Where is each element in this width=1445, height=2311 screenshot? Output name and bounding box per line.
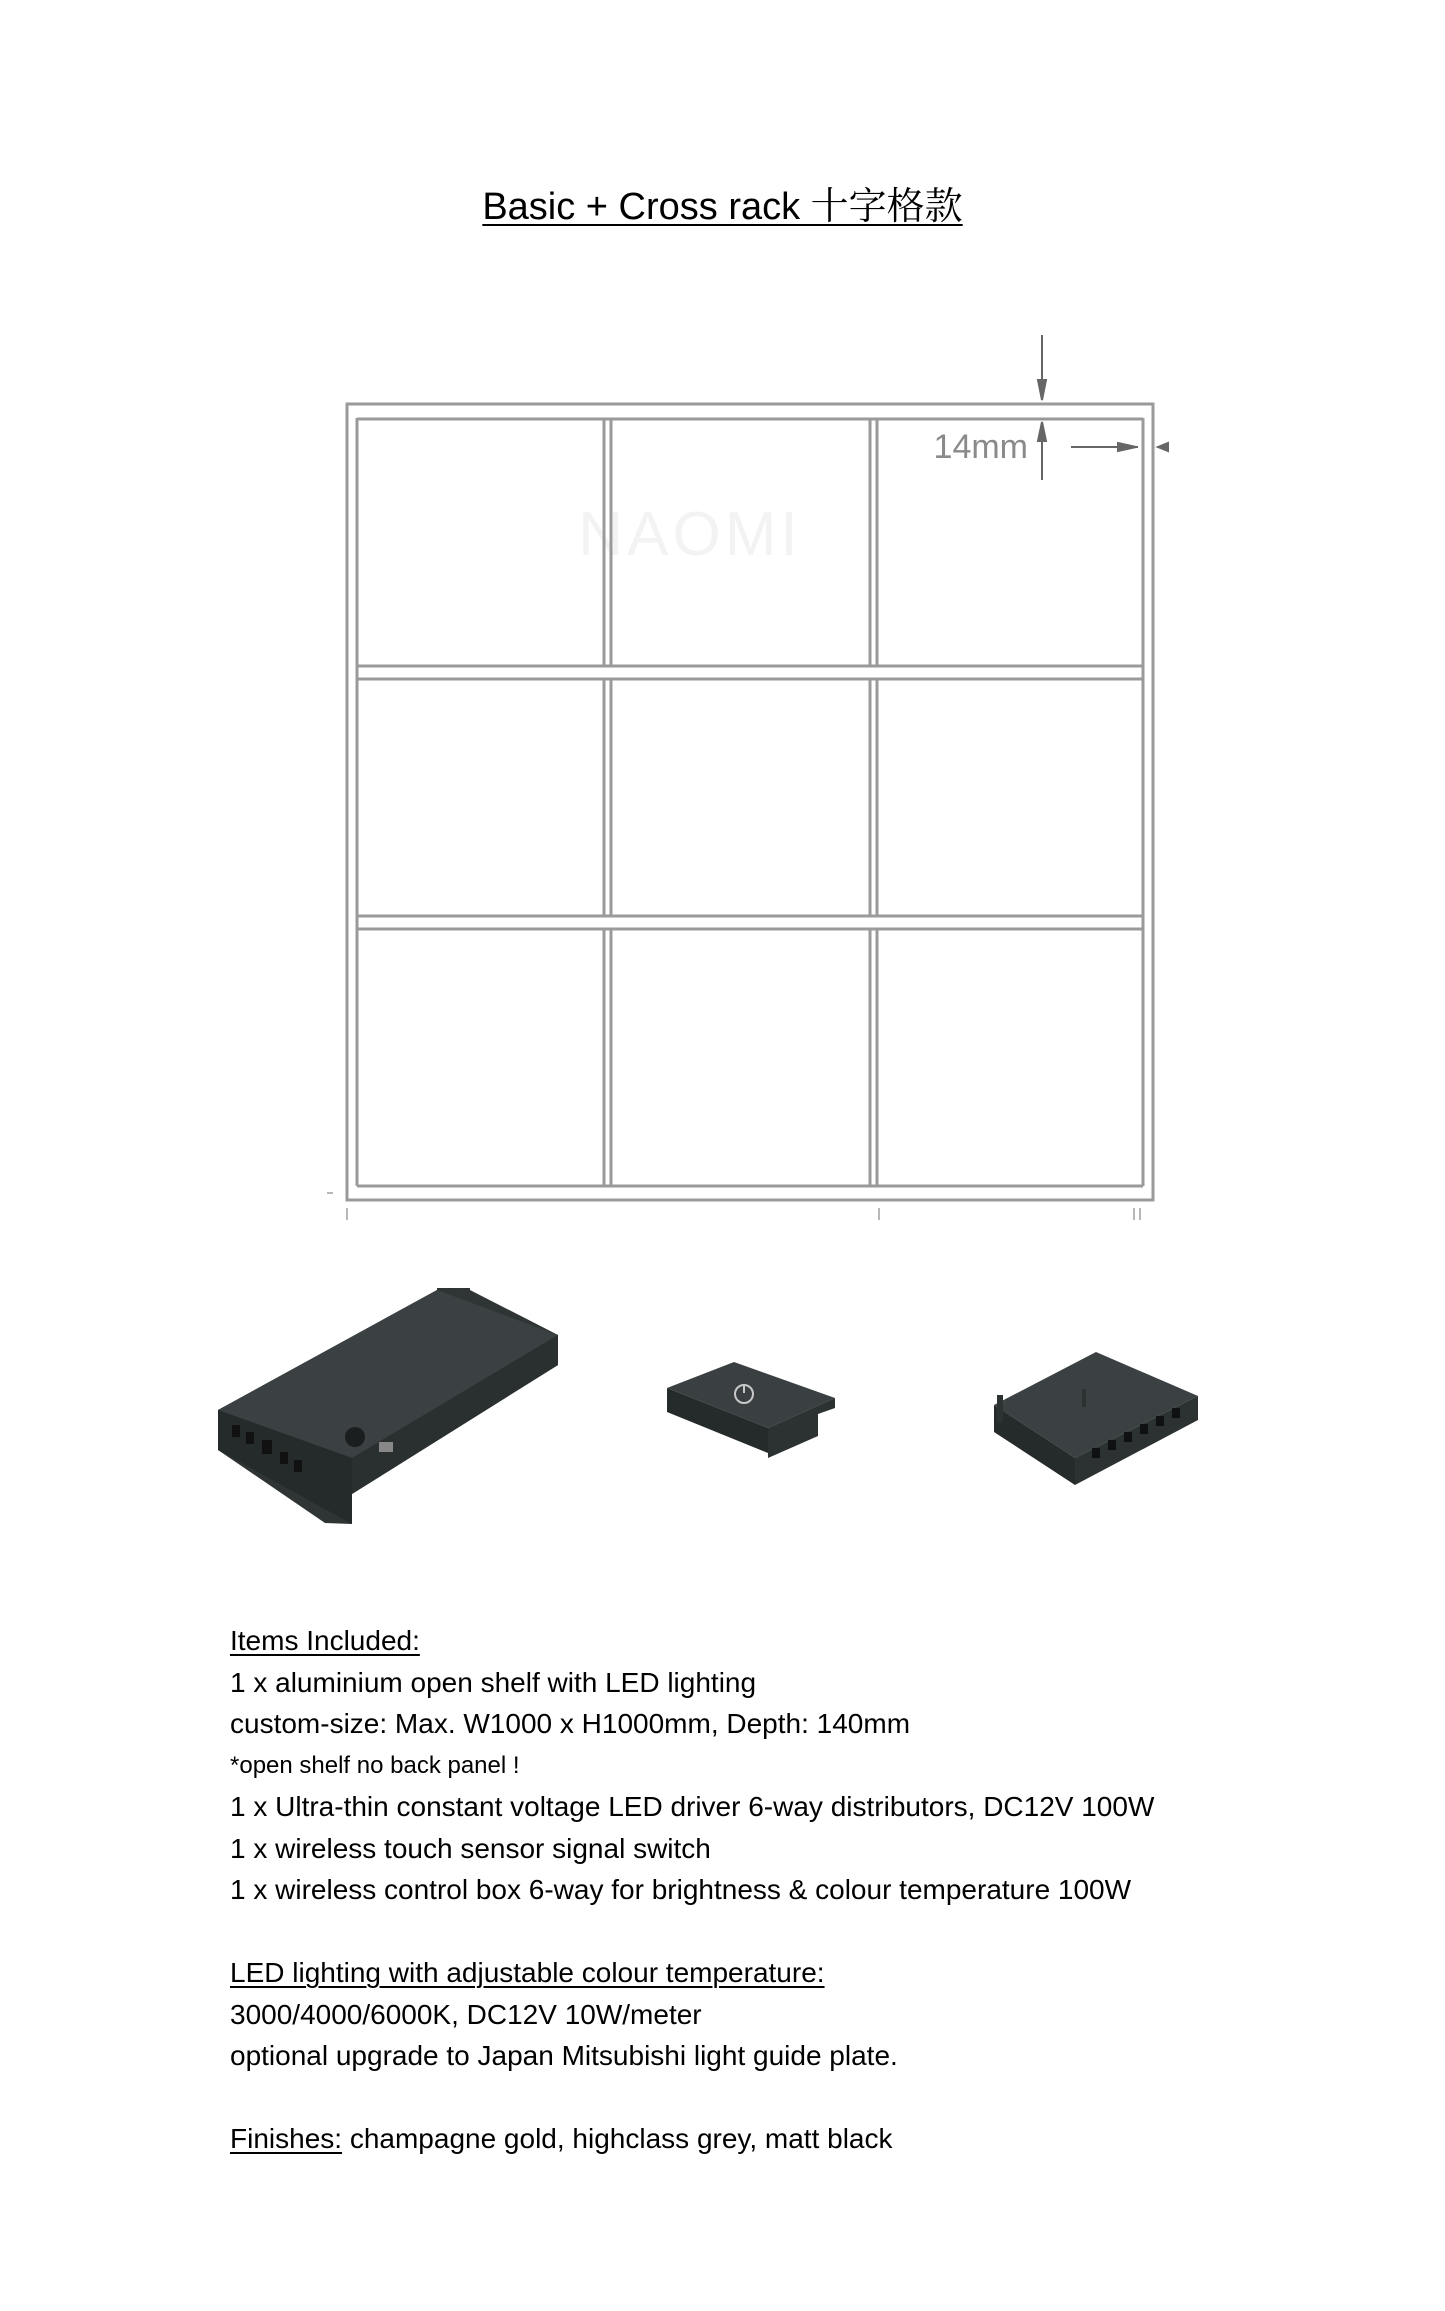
led-driver-icon: [218, 1288, 558, 1524]
finishes-label: Finishes:: [230, 2123, 343, 2154]
dimension-annotation: [934, 335, 1168, 480]
led-spec-line: 3000/4000/6000K, DC12V 10W/meter: [230, 1998, 702, 2030]
led-lighting-heading: LED lighting with adjustable colour temperature:: [230, 1957, 825, 1988]
led-spec-line: optional upgrade to Japan Mitsubishi light guide plate.: [230, 2040, 898, 2071]
svg-text:NAOMI: NAOMI: [578, 500, 802, 569]
spacer: [230, 1911, 1330, 1953]
product-description: [230, 1620, 1330, 2160]
bottom-tick-marks: [327, 1193, 1140, 1220]
spacer: [230, 2077, 1330, 2119]
item-line: 1 x Ultra-thin constant voltage LED driver 6-way distributors, DC12V 100W: [230, 1791, 1155, 1822]
finishes-line: [230, 2118, 1330, 2160]
product-images: [0, 1260, 1445, 1540]
dimension-label: 14mm: [933, 428, 1028, 466]
items-included-heading: Items Included:: [230, 1625, 420, 1656]
item-line: 1 x wireless control box 6-way for brightness & colour temperature 100W: [230, 1874, 1132, 1905]
item-line: custom-size: Max. W1000 x H1000mm, Depth: 140mm: [230, 1708, 911, 1739]
item-note: *open shelf no back panel !: [230, 1751, 520, 1779]
title-text: Basic + Cross rack 十字格款: [482, 186, 963, 228]
control-box-icon: [994, 1352, 1198, 1485]
finishes-value: champagne gold, highclass grey, matt black: [342, 2123, 893, 2154]
power-touch-switch-icon: [667, 1362, 835, 1458]
item-line: 1 x wireless touch sensor signal switch: [230, 1832, 711, 1864]
item-line: 1 x aluminium open shelf with LED lighting: [230, 1666, 757, 1698]
